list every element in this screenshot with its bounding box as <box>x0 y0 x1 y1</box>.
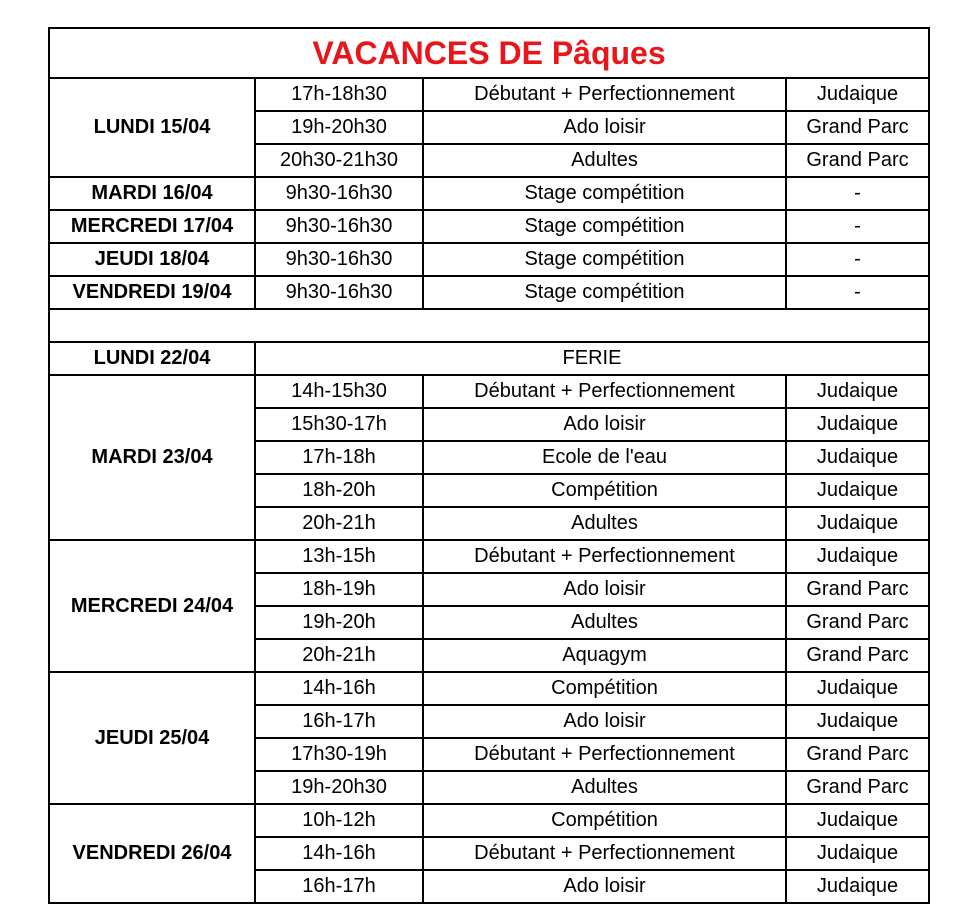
place-cell: - <box>786 210 929 243</box>
time-cell: 17h30-19h <box>255 738 423 771</box>
group-cell: Débutant + Perfectionnement <box>423 78 786 111</box>
spacer-row <box>49 309 929 342</box>
group-cell: Compétition <box>423 804 786 837</box>
group-cell: Aquagym <box>423 639 786 672</box>
table-row <box>49 540 929 573</box>
place-cell: - <box>786 276 929 309</box>
time-cell: 19h-20h30 <box>255 771 423 804</box>
day-cell: MERCREDI 24/04 <box>49 540 255 672</box>
time-cell: 17h-18h <box>255 441 423 474</box>
place-cell: Grand Parc <box>786 771 929 804</box>
group-cell: Ado loisir <box>423 408 786 441</box>
group-cell: Adultes <box>423 606 786 639</box>
time-cell: 20h-21h <box>255 507 423 540</box>
place-cell: Judaique <box>786 507 929 540</box>
day-cell: LUNDI 15/04 <box>49 78 255 177</box>
place-cell: Judaique <box>786 408 929 441</box>
group-cell: Stage compétition <box>423 243 786 276</box>
group-cell: Débutant + Perfectionnement <box>423 738 786 771</box>
time-cell: 14h-16h <box>255 837 423 870</box>
table-row <box>49 804 929 837</box>
time-cell: 13h-15h <box>255 540 423 573</box>
place-cell: Judaique <box>786 375 929 408</box>
place-cell: Judaique <box>786 804 929 837</box>
group-cell: Débutant + Perfectionnement <box>423 837 786 870</box>
schedule-table <box>48 27 930 904</box>
title-row <box>49 28 929 78</box>
table-row <box>49 276 929 309</box>
group-cell: Adultes <box>423 507 786 540</box>
place-cell: - <box>786 177 929 210</box>
group-cell: Stage compétition <box>423 210 786 243</box>
group-cell: Adultes <box>423 771 786 804</box>
time-cell: 9h30-16h30 <box>255 177 423 210</box>
group-cell: Ado loisir <box>423 870 786 903</box>
group-cell: Stage compétition <box>423 276 786 309</box>
day-cell: MARDI 16/04 <box>49 177 255 210</box>
time-cell: 9h30-16h30 <box>255 276 423 309</box>
group-cell: Stage compétition <box>423 177 786 210</box>
time-cell: 17h-18h30 <box>255 78 423 111</box>
place-cell: Grand Parc <box>786 573 929 606</box>
holiday-label: FERIE <box>255 342 929 375</box>
time-cell: 19h-20h30 <box>255 111 423 144</box>
time-cell: 14h-16h <box>255 672 423 705</box>
time-cell: 10h-12h <box>255 804 423 837</box>
day-cell: VENDREDI 26/04 <box>49 804 255 903</box>
time-cell: 15h30-17h <box>255 408 423 441</box>
time-cell: 19h-20h <box>255 606 423 639</box>
day-cell: LUNDI 22/04 <box>49 342 255 375</box>
time-cell: 20h-21h <box>255 639 423 672</box>
schedule-sheet <box>48 27 928 904</box>
time-cell: 14h-15h30 <box>255 375 423 408</box>
day-cell: VENDREDI 19/04 <box>49 276 255 309</box>
place-cell: Judaique <box>786 837 929 870</box>
table-row <box>49 177 929 210</box>
time-cell: 16h-17h <box>255 870 423 903</box>
table-row <box>49 672 929 705</box>
place-cell: Judaique <box>786 870 929 903</box>
page-title: VACANCES DE Pâques <box>49 28 929 78</box>
place-cell: Grand Parc <box>786 639 929 672</box>
group-cell: Ado loisir <box>423 705 786 738</box>
day-cell: MARDI 23/04 <box>49 375 255 540</box>
day-cell: MERCREDI 17/04 <box>49 210 255 243</box>
place-cell: Judaique <box>786 474 929 507</box>
place-cell: Grand Parc <box>786 606 929 639</box>
time-cell: 20h30-21h30 <box>255 144 423 177</box>
place-cell: Judaique <box>786 672 929 705</box>
time-cell: 18h-19h <box>255 573 423 606</box>
group-cell: Ado loisir <box>423 111 786 144</box>
place-cell: Judaique <box>786 441 929 474</box>
place-cell: Judaique <box>786 78 929 111</box>
place-cell: Grand Parc <box>786 738 929 771</box>
time-cell: 18h-20h <box>255 474 423 507</box>
group-cell: Débutant + Perfectionnement <box>423 540 786 573</box>
time-cell: 9h30-16h30 <box>255 243 423 276</box>
place-cell: Judaique <box>786 705 929 738</box>
group-cell: Ado loisir <box>423 573 786 606</box>
table-row <box>49 243 929 276</box>
blank-separator <box>49 309 929 342</box>
day-cell: JEUDI 18/04 <box>49 243 255 276</box>
schedule-body <box>49 28 929 903</box>
place-cell: Judaique <box>786 540 929 573</box>
place-cell: - <box>786 243 929 276</box>
time-cell: 9h30-16h30 <box>255 210 423 243</box>
place-cell: Grand Parc <box>786 111 929 144</box>
holiday-row <box>49 342 929 375</box>
group-cell: Ecole de l'eau <box>423 441 786 474</box>
table-row <box>49 375 929 408</box>
group-cell: Compétition <box>423 474 786 507</box>
group-cell: Adultes <box>423 144 786 177</box>
time-cell: 16h-17h <box>255 705 423 738</box>
group-cell: Débutant + Perfectionnement <box>423 375 786 408</box>
table-row <box>49 78 929 111</box>
table-row <box>49 210 929 243</box>
day-cell: JEUDI 25/04 <box>49 672 255 804</box>
group-cell: Compétition <box>423 672 786 705</box>
place-cell: Grand Parc <box>786 144 929 177</box>
